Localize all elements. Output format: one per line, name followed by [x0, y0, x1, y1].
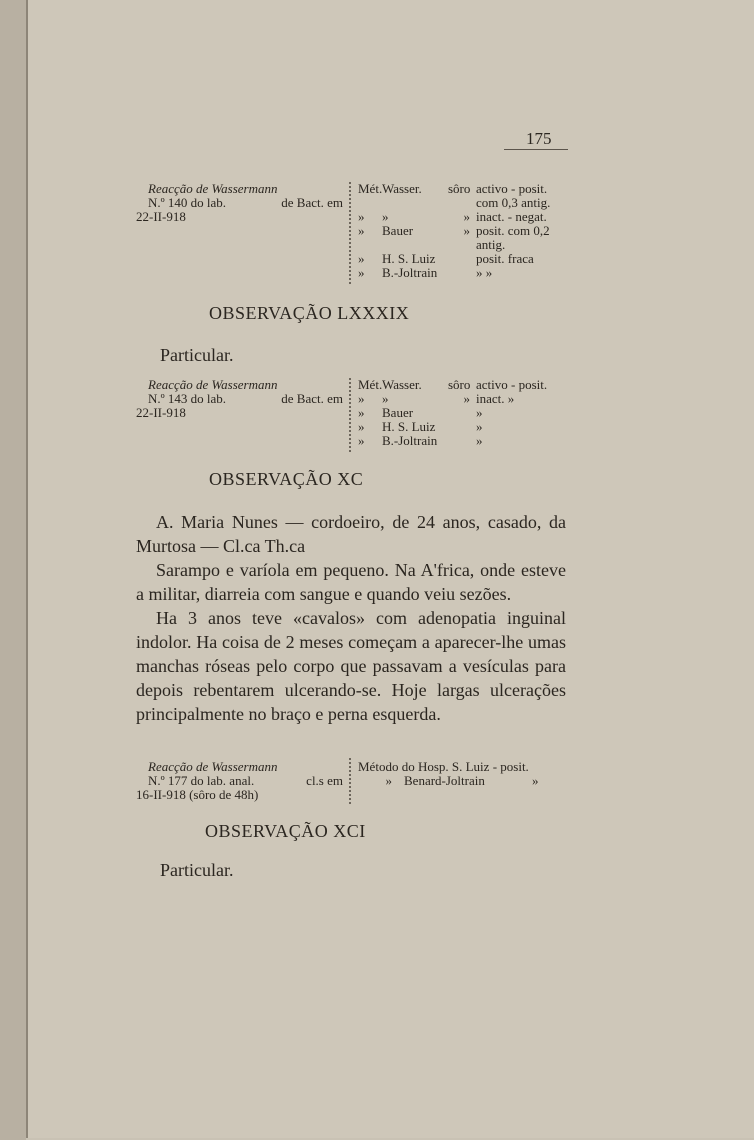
- reaction-title: Reacção de Wassermann: [148, 377, 278, 392]
- lab-source: cl.s em: [306, 773, 343, 788]
- observation-heading-91: OBSERVAÇÃO XCI: [205, 821, 366, 841]
- result-line: » » » inact. - negat.: [358, 209, 547, 224]
- lab-line: [136, 196, 343, 210]
- result-line: » Benard-Joltrain »: [385, 773, 539, 788]
- result-line: com 0,3 antig.: [476, 195, 551, 210]
- result-line: antig.: [476, 237, 506, 252]
- lab-number: N.º 177 do lab. anal.: [148, 773, 255, 788]
- observation-heading-89: OBSERVAÇÃO LXXXIX: [209, 303, 410, 323]
- result-line: Mét. Wasser. sôro activo - posit.: [358, 181, 548, 196]
- reaction-title: Reacção de Wassermann: [148, 759, 278, 774]
- clinical-paragraph: Ha 3 anos teve «cavalos» com adenopatia inguinal indolor. Ha coisa de 2 meses começam a aparecer-lhe umas manchas róseas pelo corpo que passavam a vesículas para depois rebentarem ulcerando-se. Hoje largas ulcerações principalmente no braço e perna esquerda.: [136, 608, 566, 724]
- lab-line: [136, 774, 343, 788]
- dotted-divider: [349, 378, 351, 452]
- reaction-label-1: [136, 182, 343, 224]
- result-line: » Bauer » posit. com 0,2: [358, 223, 550, 238]
- test-date: 16-II-918 (sôro de 48h): [136, 787, 259, 802]
- observation-91-text: Particular.: [160, 860, 234, 880]
- result-line: » H. S. Luiz »: [358, 419, 483, 434]
- result-line: Mét. Wasser. sôro activo - posit.: [358, 377, 548, 392]
- lab-line: [136, 392, 343, 406]
- lab-number: N.º 140 do lab.: [148, 195, 227, 210]
- reaction-label-3: [136, 760, 343, 802]
- result-line: » Bauer »: [358, 405, 483, 420]
- lab-source: de Bact. em: [281, 195, 343, 210]
- lab-source: de Bact. em: [281, 391, 343, 406]
- reaction-results-1: [358, 182, 570, 280]
- reaction-results-3: [358, 760, 570, 788]
- lab-number: N.º 143 do lab.: [148, 391, 227, 406]
- reaction-title: Reacção de Wassermann: [148, 181, 278, 196]
- book-gutter: [0, 0, 26, 1140]
- page-number-rule: [504, 149, 568, 150]
- history-paragraph: Sarampo e varíola em pequeno. Na A'frica, onde esteve a militar, diarreia com sangue e quando veiu sezões.: [136, 560, 566, 604]
- dotted-divider: [349, 758, 351, 804]
- observation-89-text: Particular.: [160, 345, 234, 365]
- page-number: 175: [526, 129, 552, 148]
- reaction-label-2: [136, 378, 343, 420]
- reaction-results-2: [358, 378, 570, 448]
- result-line: » H. S. Luiz posit. fraca: [358, 251, 534, 266]
- patient-identification: A. Maria Nunes — cordoeiro, de 24 anos, casado, da Murtosa — Cl.ca Th.ca: [136, 512, 566, 556]
- result-line: Método do Hosp. S. Luiz - posit.: [358, 759, 529, 774]
- result-line: » B.-Joltrain » »: [358, 265, 493, 280]
- test-date: 22-II-918: [136, 405, 186, 420]
- observation-heading-90: OBSERVAÇÃO XC: [209, 469, 364, 489]
- test-date: 22-II-918: [136, 209, 186, 224]
- result-line: » B.-Joltrain »: [358, 433, 483, 448]
- observation-90-body: [136, 510, 566, 726]
- result-line: » » » inact. »: [358, 391, 515, 406]
- dotted-divider: [349, 182, 351, 284]
